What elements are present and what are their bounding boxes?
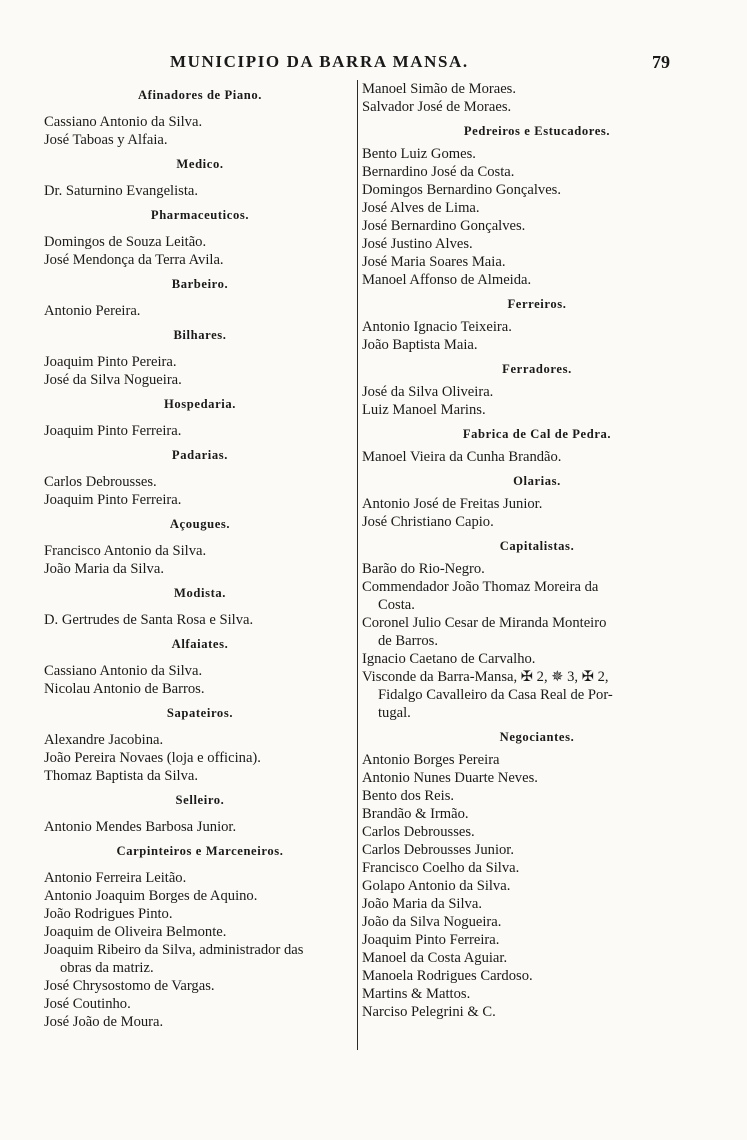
section-heading: Ferreiros. (507, 297, 567, 311)
directory-entry: José Taboas y Alfaia. (44, 132, 168, 148)
directory-entry: Francisco Coelho da Silva. (362, 860, 520, 876)
section-heading: Barbeiro. (171, 277, 229, 291)
directory-entry: obras da matriz. (60, 960, 154, 976)
section-heading: Fabrica de Cal de Pedra. (462, 427, 612, 441)
section-barbeiro (44, 275, 356, 320)
section-padarias (44, 446, 356, 509)
directory-entry: Manoel da Costa Aguiar. (362, 950, 508, 966)
directory-entry: Alexandre Jacobina. (44, 732, 164, 748)
directory-entry: Bernardino José da Costa. (362, 164, 515, 180)
section-heading: Modista. (173, 586, 227, 600)
section-hospedaria (44, 395, 356, 440)
section-heading: Afinadores de Piano. (137, 88, 263, 102)
directory-entry: Antonio Nunes Duarte Neves. (362, 770, 538, 786)
section-heading: Capitalistas. (499, 539, 575, 553)
directory-entry: Bento Luiz Gomes. (362, 146, 476, 162)
section-pedreiros-e-estucadores (362, 122, 712, 289)
directory-entry: João Pereira Novaes (loja e officina). (44, 750, 261, 766)
section-carpinteiros-e-marceneiros (44, 842, 356, 1031)
directory-entry: João Rodrigues Pinto. (44, 906, 173, 922)
directory-entry: Joaquim Pinto Ferreira. (362, 932, 500, 948)
section-heading: Sapateiros. (166, 706, 234, 720)
directory-entry: José da Silva Nogueira. (44, 372, 182, 388)
section-heading: Hospedaria. (163, 397, 237, 411)
directory-entry: Antonio Joaquim Borges de Aquino. (44, 888, 258, 904)
directory-entry: José Coutinho. (44, 996, 131, 1012)
directory-entry: Barão do Rio-Negro. (362, 561, 485, 577)
directory-entry: João Maria da Silva. (44, 561, 164, 577)
directory-entry: Antonio Ferreira Leitão. (44, 870, 187, 886)
section-heading: Pedreiros e Estucadores. (463, 124, 611, 138)
directory-entry: Martins & Mattos. (362, 986, 471, 1002)
directory-entry: Salvador José de Moraes. (362, 99, 512, 115)
directory-entry: Joaquim Ribeiro da Silva, administrador das (44, 942, 304, 958)
directory-entry: Joaquim de Oliveira Belmonte. (44, 924, 227, 940)
section-ferradores (362, 360, 712, 419)
section-fabrica-de-cal-de-pedra (362, 425, 712, 466)
section-sapateiros (44, 704, 356, 785)
directory-entry: Joaquim Pinto Ferreira. (44, 492, 182, 508)
page-header (0, 46, 747, 76)
directory-entry: Antonio Borges Pereira (362, 752, 500, 768)
directory-entry: Manoel Simão de Moraes. (362, 81, 517, 97)
directory-entry: Visconde da Barra-Mansa, ✠ 2, ✵ 3, ✠ 2, (362, 669, 609, 685)
section-medico (44, 155, 356, 200)
directory-entry: de Barros. (378, 633, 438, 649)
directory-entry: José da Silva Oliveira. (362, 384, 494, 400)
section-modista (44, 584, 356, 629)
left-column (44, 80, 356, 1031)
directory-entry: Nicolau Antonio de Barros. (44, 681, 205, 697)
directory-entry: Carlos Debrousses. (362, 824, 475, 840)
page-number: 79 (652, 52, 670, 72)
section-continued (362, 80, 712, 116)
directory-entry: Antonio Mendes Barbosa Junior. (44, 819, 237, 835)
directory-entry: Antonio Pereira. (44, 303, 141, 319)
directory-entry: José Alves de Lima. (362, 200, 480, 216)
section-acougues (44, 515, 356, 578)
directory-entry: Cassiano Antonio da Silva. (44, 663, 203, 679)
directory-entry: João Maria da Silva. (362, 896, 482, 912)
section-heading: Alfaiates. (171, 637, 229, 651)
directory-entry: Narciso Pelegrini & C. (362, 1004, 496, 1020)
directory-entry: Coronel Julio Cesar de Miranda Monteiro (362, 615, 607, 631)
running-head: MUNICIPIO DA BARRA MANSA. (170, 52, 469, 71)
directory-entry: tugal. (378, 705, 411, 721)
section-heading: Bilhares. (173, 328, 227, 342)
directory-entry: Costa. (378, 597, 415, 613)
directory-entry: José Bernardino Gonçalves. (362, 218, 526, 234)
section-heading: Padarias. (171, 448, 229, 462)
section-heading: Selleiro. (175, 793, 225, 807)
section-pharmaceuticos (44, 206, 356, 269)
directory-entry: Golapo Antonio da Silva. (362, 878, 511, 894)
right-column (362, 80, 712, 1021)
directory-entry: Ignacio Caetano de Carvalho. (362, 651, 536, 667)
directory-entry: José João de Moura. (44, 1014, 164, 1030)
directory-entry: Commendador João Thomaz Moreira da (362, 579, 599, 595)
directory-entry: José Maria Soares Maia. (362, 254, 506, 270)
section-alfaiates (44, 635, 356, 698)
directory-entry: Dr. Saturnino Evangelista. (44, 183, 199, 199)
directory-entry: Luiz Manoel Marins. (362, 402, 486, 418)
directory-entry: Cassiano Antonio da Silva. (44, 114, 203, 130)
directory-entry: José Christiano Capio. (362, 514, 494, 530)
directory-entry: D. Gertrudes de Santa Rosa e Silva. (44, 612, 254, 628)
section-heading: Negociantes. (499, 730, 575, 744)
directory-entry: Carlos Debrousses. (44, 474, 157, 490)
section-olarias (362, 472, 712, 531)
section-bilhares (44, 326, 356, 389)
directory-entry: Manoel Affonso de Almeida. (362, 272, 532, 288)
section-heading: Ferradores. (502, 362, 572, 376)
directory-entry: João da Silva Nogueira. (362, 914, 502, 930)
directory-entry: Manoel Vieira da Cunha Brandão. (362, 449, 562, 465)
directory-entry: Thomaz Baptista da Silva. (44, 768, 199, 784)
section-capitalistas (362, 537, 712, 722)
directory-entry: Fidalgo Cavalleiro da Casa Real de Por- (378, 687, 613, 703)
column-divider (357, 80, 358, 1050)
directory-entry: Bento dos Reis. (362, 788, 455, 804)
section-negociantes (362, 728, 712, 1021)
directory-entry: Manoela Rodrigues Cardoso. (362, 968, 533, 984)
section-ferreiros (362, 295, 712, 354)
directory-entry: Joaquim Pinto Pereira. (44, 354, 177, 370)
directory-entry: Carlos Debrousses Junior. (362, 842, 515, 858)
directory-entry: Francisco Antonio da Silva. (44, 543, 207, 559)
section-selleiro (44, 791, 356, 836)
directory-entry: Antonio José de Freitas Junior. (362, 496, 543, 512)
directory-entry: José Mendonça da Terra Avila. (44, 252, 224, 268)
directory-entry: Brandão & Irmão. (362, 806, 469, 822)
section-afinadores-de-piano (44, 86, 356, 149)
section-heading: Açougues. (169, 517, 231, 531)
section-heading: Carpinteiros e Marceneiros. (116, 844, 284, 858)
directory-entry: João Baptista Maia. (362, 337, 478, 353)
directory-entry: Antonio Ignacio Teixeira. (362, 319, 512, 335)
section-heading: Medico. (176, 157, 224, 171)
directory-entry: Joaquim Pinto Ferreira. (44, 423, 182, 439)
section-heading: Pharmaceuticos. (150, 208, 250, 222)
directory-entry: José Chrysostomo de Vargas. (44, 978, 215, 994)
directory-entry: Domingos Bernardino Gonçalves. (362, 182, 562, 198)
directory-entry: Domingos de Souza Leitão. (44, 234, 207, 250)
directory-entry: José Justino Alves. (362, 236, 473, 252)
section-heading: Olarias. (513, 474, 561, 488)
